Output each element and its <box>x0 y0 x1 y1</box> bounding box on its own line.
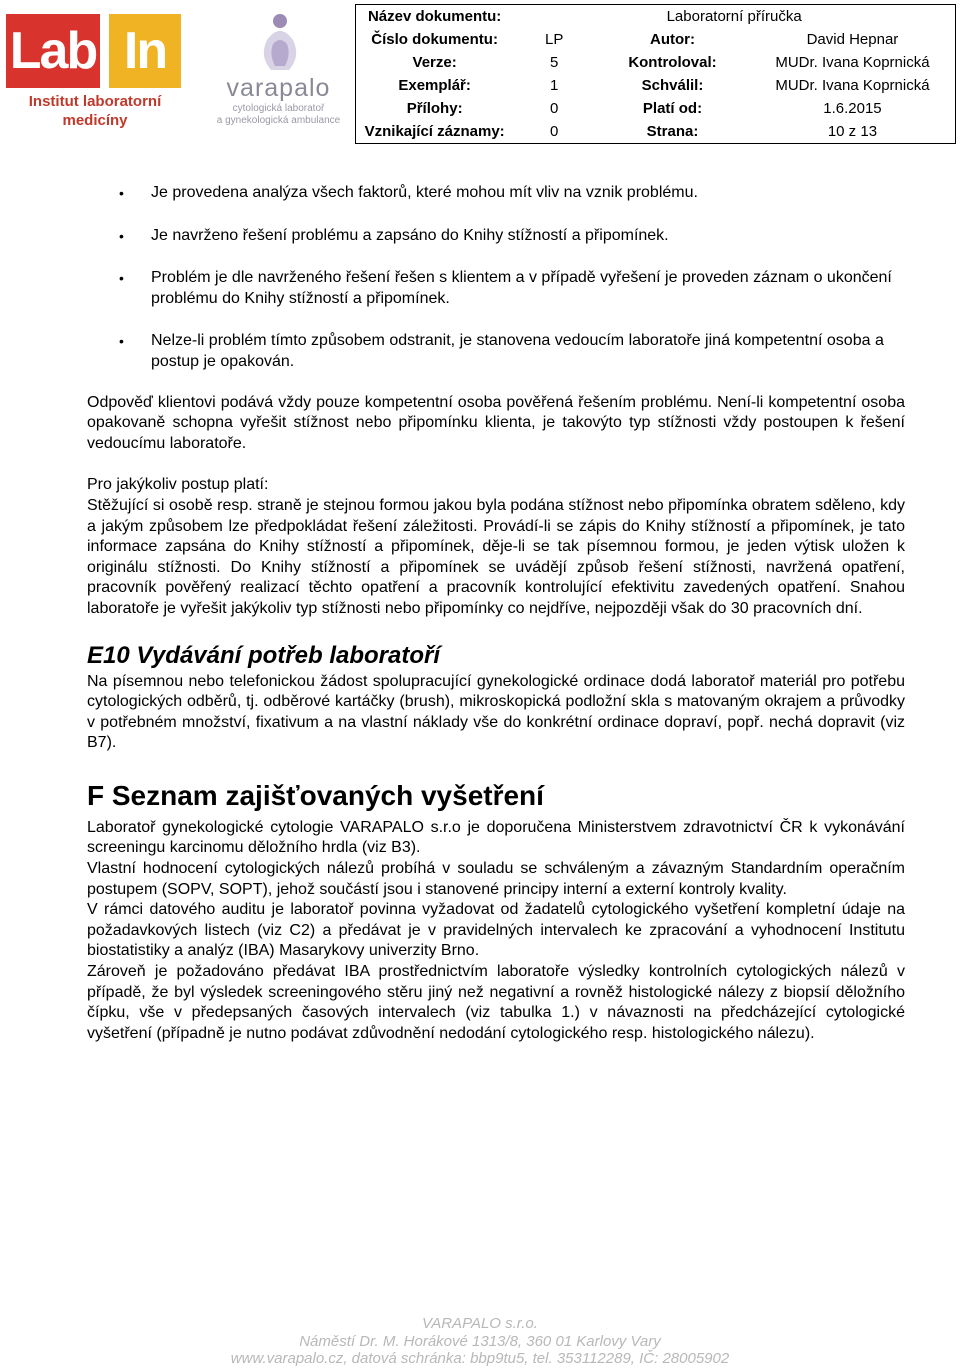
author-value: David Hepnar <box>806 30 899 48</box>
bullet-icon: • <box>119 227 124 244</box>
records-value: 0 <box>550 122 559 140</box>
section-heading-f: F Seznam zajišťovaných vyšetření <box>87 779 544 811</box>
list-item-text: Je navrženo řešení problému a zapsáno do Knihy stížností a připomínek. <box>151 226 669 244</box>
version-value: 5 <box>550 53 559 71</box>
doc-name-label: Název dokumentu: <box>367 8 502 25</box>
varapalo-logo <box>206 10 351 136</box>
records-label: Vznikající záznamy: <box>364 122 505 140</box>
procedure-paragraph: Stěžující si osobě resp. straně je stejnou formou jakou byla podána stížnost nebo připomínka obratem sděleno, kdy a jakým způsobem lze předpokládat řešení záležitosti. Provádí-li se zápis do Knihy stížností a připomínek, je tato informace zapsána do Knihy stížností a připomínek, děje-li se tak písemnou formou, je jeden výtisk uložen k originálu stížnosti. Do Knihy stížností a připomínek se uvádějí způsob řešení stížnosti, navržená opatření, pracovník pověřený realizací těchto opatření a pracovník kontrolující efektivitu zavedených opatření. Snahou laboratoře je vyřešit jakýkoliv typ stížnosti nebo připomínky co nejdříve, nejpozději však do 30 pracovních dní. <box>87 496 905 617</box>
valid-from-value: 1.6.2015 <box>823 99 882 117</box>
doc-number-label: Číslo dokumentu: <box>371 30 498 48</box>
bullet-icon: • <box>119 185 124 201</box>
document-info-table <box>355 4 956 144</box>
f-paragraph-1: Laboratoř gynekologické cytologie VARAPALO s.r.o je doporučena Ministerstvem zdravotnictví ČR k vykonávání screeningu karcinomu děložního hrdla (viz B3). <box>87 818 905 857</box>
varapalo-subtitle-2: a gynekologická ambulance <box>216 115 341 126</box>
version-label: Verze: <box>412 53 457 71</box>
header-logos <box>6 10 351 140</box>
bullet-icon: • <box>119 333 124 350</box>
section-heading-e10: E10 Vydávání potřeb laboratoří <box>87 641 441 669</box>
page-number: 10 z 13 <box>827 122 878 140</box>
labin-caption-line1: Institut laboratorní <box>28 93 162 110</box>
footer-address: Náměstí Dr. M. Horákové 1313/8, 360 01 Karlovy Vary <box>299 1332 661 1350</box>
list-item <box>87 331 905 372</box>
copy-label: Exemplář: <box>398 76 471 94</box>
footer-contact: www.varapalo.cz, datová schránka: bbp9tu5, tel. 353112289, IČ: 28005902 <box>230 1350 730 1367</box>
in-logo-tile: In <box>109 14 181 88</box>
f-paragraph-3: V rámci datového auditu je laboratoř povinna vyžadovat od žadatelů cytologického vyšetření kompletní údaje na požadavkových listech (viz C2) a předávat je v pravidelných intervalech ke zpracování a vyhodnocení Institutu biostatistiky a analýz (IBA) Masarykovy univerzity Brno. <box>87 901 905 960</box>
lab-logo-tile: Lab <box>6 14 100 88</box>
labin-caption <box>6 92 184 130</box>
document-body <box>87 183 905 1044</box>
labin-caption-line2: medicíny <box>62 112 128 129</box>
list-item-text: Nelze-li problém tímto způsobem odstranit, je stanovena vedoucím laboratoře jiná kompetentní osoba a postup je opakován. <box>151 332 884 370</box>
copy-value: 1 <box>550 76 559 94</box>
list-item-text: Problém je dle navrženého řešení řešen s klientem a v případě vyřešení je proveden záznam o ukončení problému do Knihy stížností a připomínek. <box>151 269 892 307</box>
bullet-icon: • <box>119 270 124 287</box>
info-row-records <box>356 120 956 144</box>
info-row-version <box>356 51 956 74</box>
list-item <box>87 268 905 309</box>
page-label: Strana: <box>646 122 699 140</box>
footer-company: VARAPALO s.r.o. <box>422 1315 538 1332</box>
f-paragraph-2: Vlastní hodnocení cytologických nálezů probíhá v souladu se schváleným a závazným Standardním operačním postupem (SOPV, SOPT), jehož součástí jsou i stanovené principy interní a externí kontroly kvality. <box>87 860 905 898</box>
info-row-copy <box>356 74 956 97</box>
procedure-intro: Pro jakýkoliv postup platí: <box>87 476 269 494</box>
info-row-doc-number <box>356 28 956 51</box>
approved-value: MUDr. Ivana Koprnická <box>775 76 930 94</box>
varapalo-name: varapalo <box>226 74 331 102</box>
varapalo-subtitle-1: cytologická laboratoř <box>232 103 325 114</box>
attachments-label: Přílohy: <box>406 99 463 117</box>
author-label: Autor: <box>649 30 695 48</box>
checked-value: MUDr. Ivana Koprnická <box>775 53 930 71</box>
info-row-doc-name <box>356 5 956 29</box>
valid-from-label: Platí od: <box>642 99 703 117</box>
list-item-text: Je provedena analýza všech faktorů, které mohou mít vliv na vznik problému. <box>151 184 698 201</box>
doc-name-value: Laboratorní příručka <box>666 8 802 25</box>
response-paragraph: Odpověď klientovi podává vždy pouze kompetentní osoba pověřená řešením problému. Není-li kompetentní osoba opakovaně schopna vyřešit stížnost nebo připomínku klienta, je takovýto typ stížnosti vždy postoupen k řešení vedoucímu laboratoře. <box>87 393 905 452</box>
checked-label: Kontroloval: <box>628 53 717 71</box>
info-row-attachments <box>356 97 956 120</box>
attachments-value: 0 <box>550 99 559 117</box>
procedure-steps-list <box>87 183 905 373</box>
varapalo-figure-icon <box>249 10 309 76</box>
e10-paragraph: Na písemnou nebo telefonickou žádost spolupracující gynekologické ordinace dodá laboratoř materiál pro potřebu cytologických odběrů, tj. odběrové kartáčky (brush), mikroskopická podložní skla s matovaným okrajem a průvodky v potřebném množství, fixativum a na vlastní náklady vše do konkrétní ordinace dopraví, popř. nechá dopravit (viz B7). <box>87 672 905 752</box>
page-footer <box>0 1315 960 1368</box>
doc-number-value: LP <box>545 30 564 48</box>
f-paragraph-4: Zároveň je požadováno předávat IBA prostřednictvím laboratoře výsledky kontrolních cytologických nálezů v případě, že byl výsledek screeningového stěru jiný než negativní a rovněž histologické nálezy z biopsií děložního čípku, vše v předepsaných časových intervalech (viz tabulka 1.) v návaznosti na předcházející cytologické vyšetření (případně je nutno podávat zdůvodnění nedodání cytologického resp. histologického nálezu). <box>87 963 905 1042</box>
list-item <box>87 183 905 204</box>
approved-label: Schválil: <box>641 76 704 94</box>
list-item <box>87 226 905 247</box>
